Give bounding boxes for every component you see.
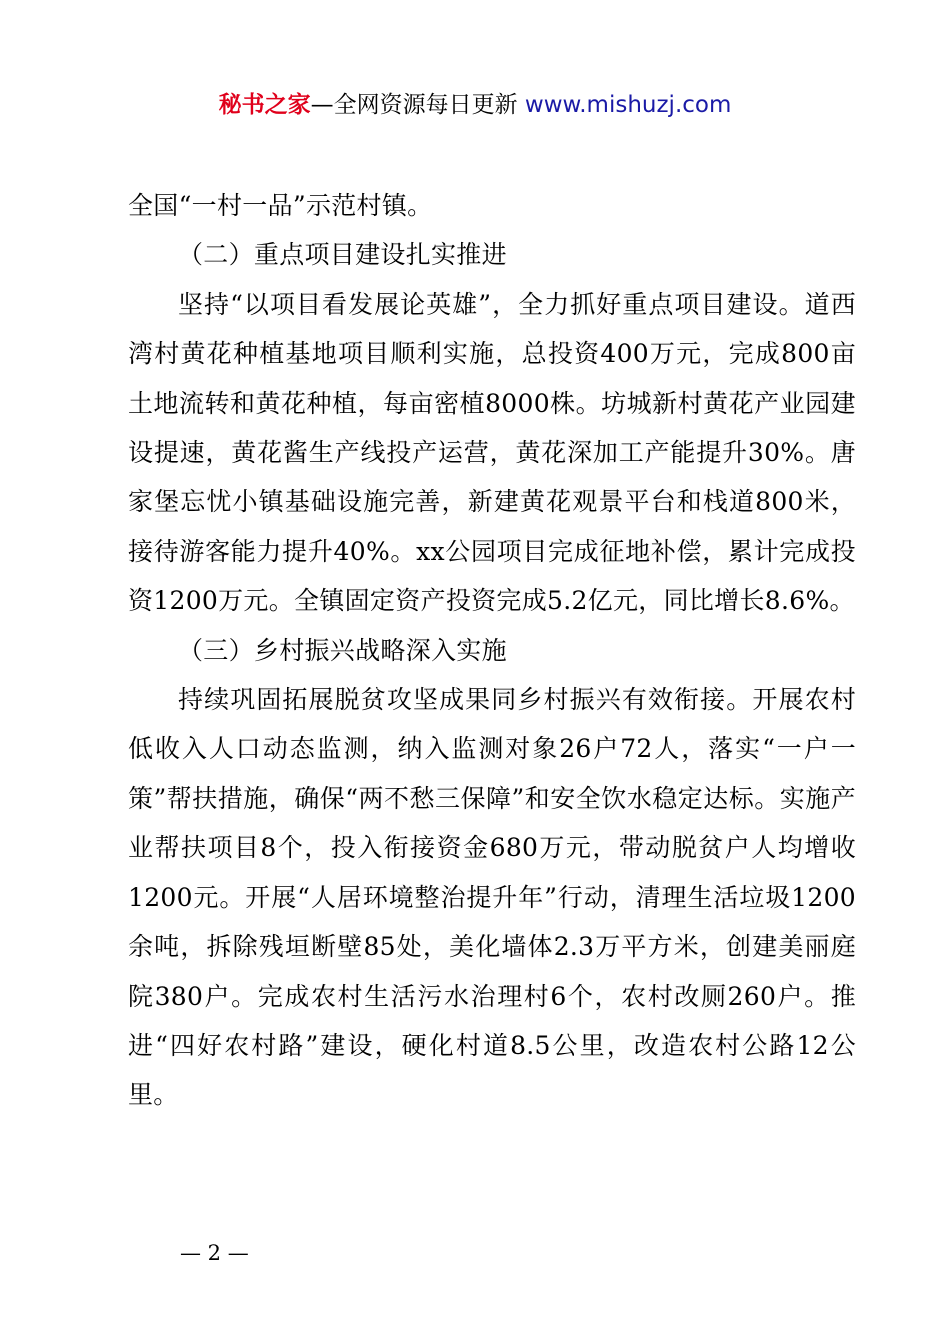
site-url-link[interactable]: www.mishuzj.com (524, 92, 732, 118)
paragraph-continuation: 全国“一村一品”示范村镇。 (128, 191, 433, 220)
page-header (0, 88, 950, 122)
paragraph-rural-revitalization: 持续巩固拓展脱贫攻坚成果同乡村振兴有效衔接。开展农村低收入人口动态监测，纳入监测对象26户72人，落实“一户一策”帮扶措施，确保“两不愁三保障”和安全饮水稳定达标。实施产业帮扶项目8个，投入衔接资金680万元，带动脱贫户人均增收1200元。开展“人居环境整治提升年”行动，清理生活垃圾1200余吨，拆除残垣断壁85处，美化墙体2.3万平方米，创建美丽庭院380户。完成农村生活污水治理村6个，农村改厕260户。推进“四好农村路”建设，硬化村道8.5公里，改造农村公路12公里。 (128, 685, 856, 1110)
header-tagline: —全网资源每日更新 (310, 92, 518, 118)
document-body (128, 181, 856, 1120)
paragraph-projects: 坚持“以项目看发展论英雄”，全力抓好重点项目建设。道西湾村黄花种植基地项目顺利实施，总投资400万元，完成800亩土地流转和黄花种植，每亩密植8000株。坊城新村黄花产业园建设提速，黄花酱生产线投产运营，黄花深加工产能提升30%。唐家堡忘忧小镇基础设施完善，新建黄花观景平台和栈道800米，接待游客能力提升40%。xx公园项目完成征地补偿，累计完成投资1200万元。全镇固定资产投资完成5.2亿元，同比增长8.6%。 (128, 289, 856, 616)
section-heading-2: （二）重点项目建设扎实推进 (178, 240, 507, 270)
section-heading-3: （三）乡村振兴战略深入实施 (178, 635, 507, 665)
brand-name: 秘书之家 (218, 92, 311, 118)
page-number: — 2 — (180, 1241, 249, 1265)
